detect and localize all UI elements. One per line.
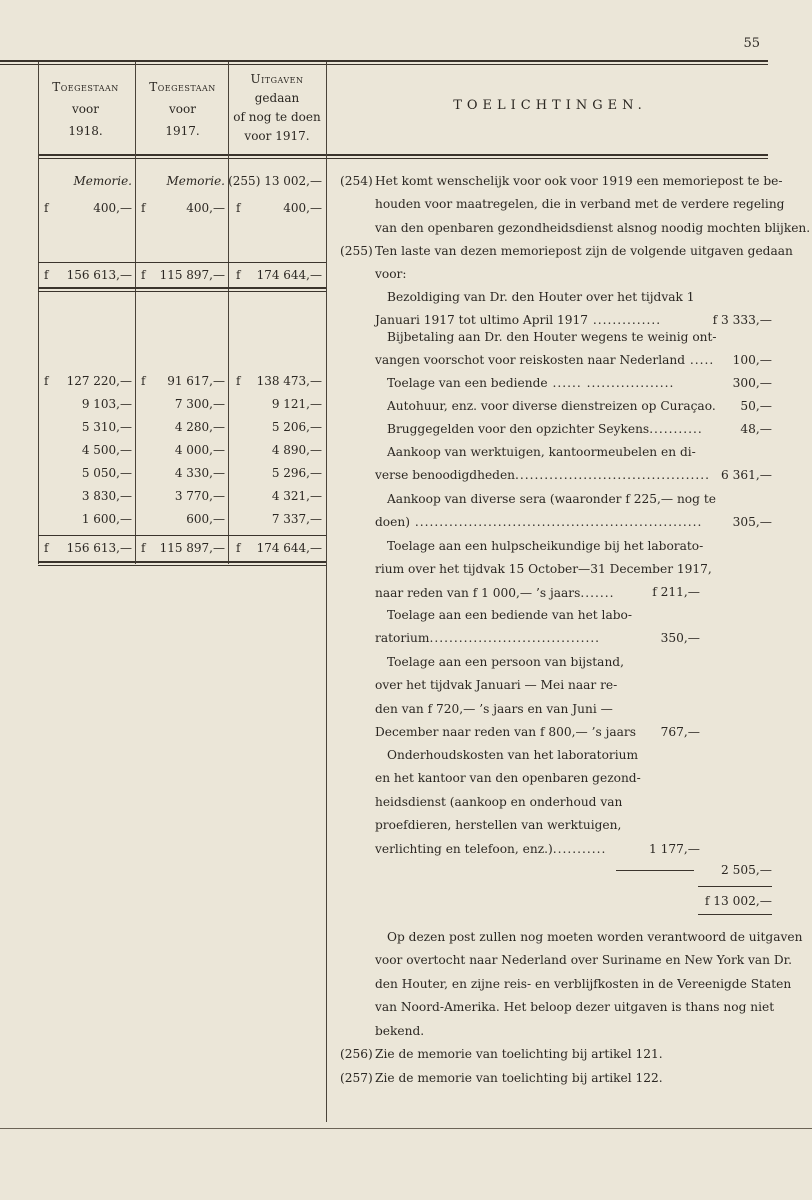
item-bijbetaling-amount: 100,— bbox=[732, 353, 772, 367]
block2-c3-total: f 174 644,— bbox=[236, 541, 322, 555]
note-257: Zie de memorie van toelichting bij artikel 122. bbox=[375, 1071, 663, 1085]
block2-c2-total: f 115 897,— bbox=[141, 541, 225, 555]
block2-c1-row6: 3 830,— bbox=[81, 489, 132, 503]
col-rule-3 bbox=[326, 62, 327, 1122]
item-bezoldiging-amount: f 3 333,— bbox=[712, 313, 772, 327]
lab-servant: Toelage aan een bediende van het labo- ratorium................................... bbox=[375, 608, 632, 646]
note-254: Het komt wenschelijk voor ook voor 1919 een memoriepost te be- houden voor maatregelen, die in verband met de verdere regeling van den openbaren gezondheidsdienst alsnog noodig mochten blijken. bbox=[375, 174, 811, 235]
block2-c1-total: f 156 613,— bbox=[44, 541, 132, 555]
item-bediende: Toelage van een bediende ...... .................. bbox=[387, 376, 675, 390]
header-rule-thin bbox=[38, 158, 768, 159]
item-werktuigen: Aankoop van werktuigen, kantoormeubelen en di- verse benoodigdheden........................................ bbox=[375, 445, 711, 483]
lab-intro: Toelage aan een hulpscheikundige bij het laborato- rium over het tijdvak 15 October—31 December 1917, naar reden van f 1 000,— ’s jaars....... bbox=[375, 539, 712, 600]
block1-c1-row2: f 400,— bbox=[44, 201, 132, 215]
page-number: 55 bbox=[743, 36, 760, 51]
block2-c2-row5: 4 330,— bbox=[174, 466, 225, 480]
closing-paragraph: Op dezen post zullen nog moeten worden verantwoord de uitgaven voor overtocht naar Nederland over Suriname en New York van Dr. den Houter, en zijne reis- en verblijfkosten in de Vereenigde Staten van Noord-Amerika. Het beloop dezer uitgaven is thans nog niet bekend. bbox=[375, 930, 803, 1038]
block2-c2-row6: 3 770,— bbox=[174, 489, 225, 503]
note-256: Zie de memorie van toelichting bij artikel 121. bbox=[375, 1047, 663, 1061]
total-rule bbox=[698, 886, 772, 887]
header-col-1917: Toegestaan voor 1917. bbox=[149, 80, 216, 138]
item-werktuigen-amount: 6 361,— bbox=[721, 468, 772, 482]
header-col-1918: Toegestaan voor 1918. bbox=[52, 80, 119, 138]
col-rule-left bbox=[38, 62, 39, 564]
block2-c3-row3: 5 206,— bbox=[271, 420, 322, 434]
item-autohuur-amount: 50,— bbox=[740, 399, 772, 413]
col-rule-1 bbox=[135, 62, 136, 564]
item-bezoldiging: Bezoldiging van Dr. den Houter over het tijdvak 1 Januari 1917 tot ultimo April 1917 .............. bbox=[375, 290, 695, 328]
lab-upkeep-amount: 1 177,— bbox=[649, 842, 700, 856]
block1-c3-total: f 174 644,— bbox=[236, 268, 322, 282]
item-bediende-amount: 300,— bbox=[732, 376, 772, 390]
block2-total-rule bbox=[38, 535, 326, 536]
block1-double-rule-thin bbox=[38, 291, 326, 292]
block2-c1-row1: f 127 220,— bbox=[44, 374, 132, 388]
block2-c2-row4: 4 000,— bbox=[174, 443, 225, 457]
lab-intro-amount: f 211,— bbox=[652, 585, 700, 599]
block2-c1-row4: 4 500,— bbox=[81, 443, 132, 457]
block1-total-rule bbox=[38, 262, 326, 263]
lab-subtotal: 2 505,— bbox=[721, 863, 772, 877]
top-rule-thin bbox=[0, 64, 768, 65]
block2-c3-row1: f 138 473,— bbox=[236, 374, 322, 388]
note-ref-255: (255) bbox=[340, 244, 373, 258]
block2-double-rule bbox=[38, 561, 326, 563]
block2-c2-row2: 7 300,— bbox=[174, 397, 225, 411]
item-bruggegelden: Bruggegelden voor den opzichter Seykens........... bbox=[387, 422, 703, 436]
note-ref-254: (254) bbox=[340, 174, 373, 188]
lab-upkeep: Onderhoudskosten van het laboratorium en het kantoor van den openbaren gezond- heidsdienst (aankoop en onderhoud van proefdieren, herstellen van werktuigen, verlichting en telefoon, enz.)........... bbox=[375, 748, 641, 856]
block1-c2-row1: Memorie. bbox=[166, 174, 225, 188]
lab-subtotal-rule bbox=[616, 870, 694, 871]
block2-c2-row7: 600,— bbox=[186, 512, 225, 526]
block2-c1-row5: 5 050,— bbox=[81, 466, 132, 480]
item-bijbetaling: Bijbetaling aan Dr. den Houter wegens te weinig ont- vangen voorschot voor reiskosten naar Nederland ..... bbox=[375, 330, 717, 368]
block2-c3-row6: 4 321,— bbox=[271, 489, 322, 503]
block2-c3-row7: 7 337,— bbox=[271, 512, 322, 526]
note-255: Ten laste van dezen memoriepost zijn de volgende uitgaven gedaan voor: bbox=[375, 244, 793, 282]
top-rule bbox=[0, 60, 768, 62]
header-toelichtingen: TOELICHTINGEN. bbox=[453, 98, 647, 113]
block1-c1-total: f 156 613,— bbox=[44, 268, 132, 282]
lab-assistant-amount: 767,— bbox=[660, 725, 700, 739]
lab-assistant: Toelage aan een persoon van bijstand, over het tijdvak Januari — Mei naar re- den van f 720,— ’s jaars en van Juni — December naar reden van f 800,— ’s jaars bbox=[375, 655, 637, 740]
lab-servant-amount: 350,— bbox=[660, 631, 700, 645]
block2-c2-row3: 4 280,— bbox=[174, 420, 225, 434]
block1-c1-row1: Memorie. bbox=[73, 174, 132, 188]
block2-double-rule-thin bbox=[38, 565, 326, 566]
total-13002: f 13 002,— bbox=[704, 894, 772, 908]
note-ref-257: (257) bbox=[340, 1071, 373, 1085]
note-ref-256: (256) bbox=[340, 1047, 373, 1061]
bottom-rule bbox=[0, 1128, 812, 1129]
item-sera: Aankoop van diverse sera (waaronder f 225,— nog te doen) ........................................................... bbox=[375, 492, 716, 530]
block1-double-rule bbox=[38, 287, 326, 289]
total-rule-bottom bbox=[698, 914, 772, 915]
header-rule bbox=[38, 154, 768, 156]
block2-c3-row2: 9 121,— bbox=[271, 397, 322, 411]
block2-c1-row7: 1 600,— bbox=[81, 512, 132, 526]
block1-c3-row2: f 400,— bbox=[236, 201, 322, 215]
item-sera-amount: 305,— bbox=[732, 515, 772, 529]
block1-c2-row2: f 400,— bbox=[141, 201, 225, 215]
header-col-uitgaven: Uitgaven gedaan of nog te doen voor 1917. bbox=[233, 72, 321, 143]
block2-c1-row2: 9 103,— bbox=[81, 397, 132, 411]
block2-c3-row5: 5 296,— bbox=[271, 466, 322, 480]
block2-c1-row3: 5 310,— bbox=[81, 420, 132, 434]
block2-c2-row1: f 91 617,— bbox=[141, 374, 225, 388]
block1-c3-row1: (255) 13 002,— bbox=[228, 174, 322, 188]
col-rule-2 bbox=[228, 62, 229, 564]
item-autohuur: Autohuur, enz. voor diverse dienstreizen op Curaçao. bbox=[387, 399, 716, 413]
item-bruggegelden-amount: 48,— bbox=[740, 422, 772, 436]
block2-c3-row4: 4 890,— bbox=[271, 443, 322, 457]
block1-c2-total: f 115 897,— bbox=[141, 268, 225, 282]
